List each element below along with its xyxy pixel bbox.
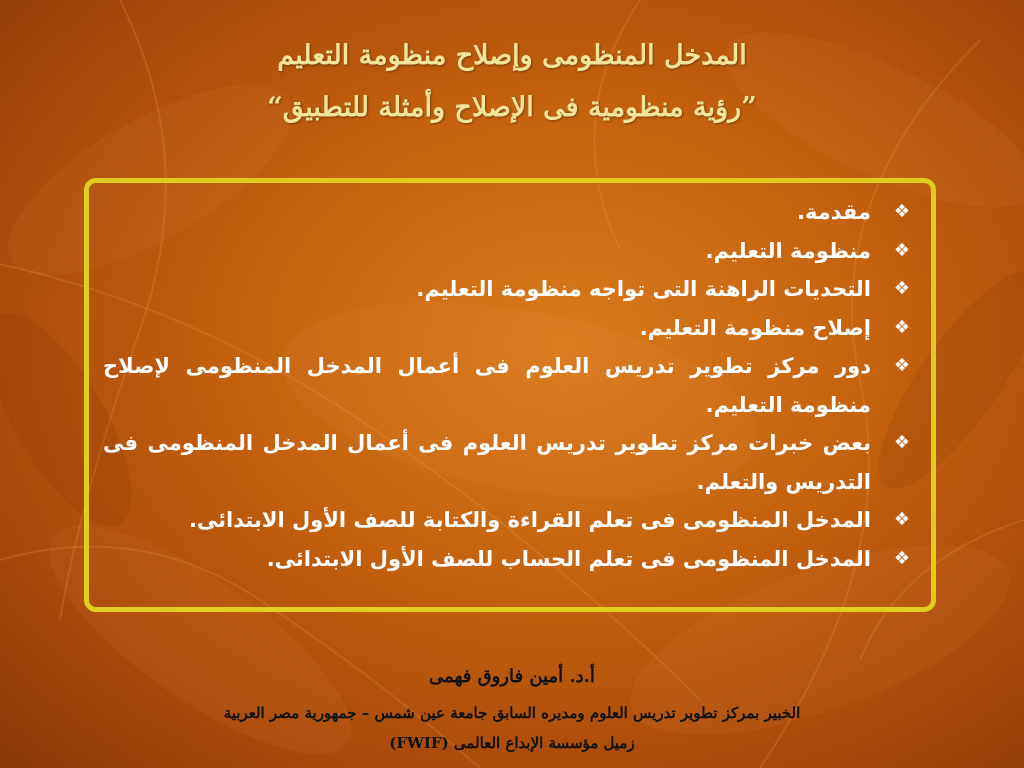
diamond-bullet-icon: ❖ <box>893 316 911 338</box>
agenda-item-text: مقدمة. <box>797 200 871 224</box>
agenda-item-text: منظومة التعليم. <box>705 238 871 263</box>
agenda-item-text: بعض خبرات مركز تطوير تدريس العلوم فى أعمال المدخل المنظومى فى التدريس والتعلم. <box>103 431 871 494</box>
diamond-bullet-icon: ❖ <box>893 278 911 299</box>
agenda-item <box>103 347 917 424</box>
agenda-box <box>84 178 936 612</box>
diamond-bullet-icon: ❖ <box>893 355 911 376</box>
agenda-item-text: المدخل المنظومى فى تعلم القراءة والكتابة للصف الأول الابتدائى. <box>188 508 871 532</box>
agenda-item <box>103 232 917 271</box>
slide-title: المدخل المنظومى وإصلاح منظومة التعليم <box>277 40 747 71</box>
agenda-item <box>103 309 917 348</box>
diamond-bullet-icon: ❖ <box>893 201 911 222</box>
agenda-item <box>103 501 917 540</box>
diamond-bullet-icon: ❖ <box>893 547 911 569</box>
agenda-item-text: إصلاح منظومة التعليم. <box>639 315 871 340</box>
agenda-item-text: التحديات الراهنة التى تواجه منظومة التعليم. <box>416 277 871 301</box>
agenda-item-text: المدخل المنظومى فى تعلم الحساب للصف الأول الابتدائى. <box>266 546 871 571</box>
author-fellowship: زميل مؤسسة الإبداع العالمى (FWIF) <box>389 734 635 752</box>
agenda-list <box>103 193 917 578</box>
diamond-bullet-icon: ❖ <box>893 239 911 261</box>
agenda-item <box>103 270 917 309</box>
diamond-bullet-icon: ❖ <box>893 432 911 453</box>
diamond-bullet-icon: ❖ <box>893 509 911 530</box>
slide-subtitle: ”رؤية منظومية فى الإصلاح وأمثلة للتطبيق“ <box>267 92 757 123</box>
author-name: أ.د. أمين فاروق فهمى <box>429 666 595 687</box>
agenda-item <box>103 193 917 232</box>
agenda-item <box>103 540 917 579</box>
agenda-item-text: دور مركز تطوير تدريس العلوم فى أعمال المدخل المنظومى لإصلاح منظومة التعليم. <box>103 354 871 417</box>
agenda-item <box>103 424 917 501</box>
author-affiliation: الخبير بمركز تطوير تدريس العلوم ومديره السابق جامعة عين شمس – جمهورية مصر العربية <box>223 704 801 722</box>
